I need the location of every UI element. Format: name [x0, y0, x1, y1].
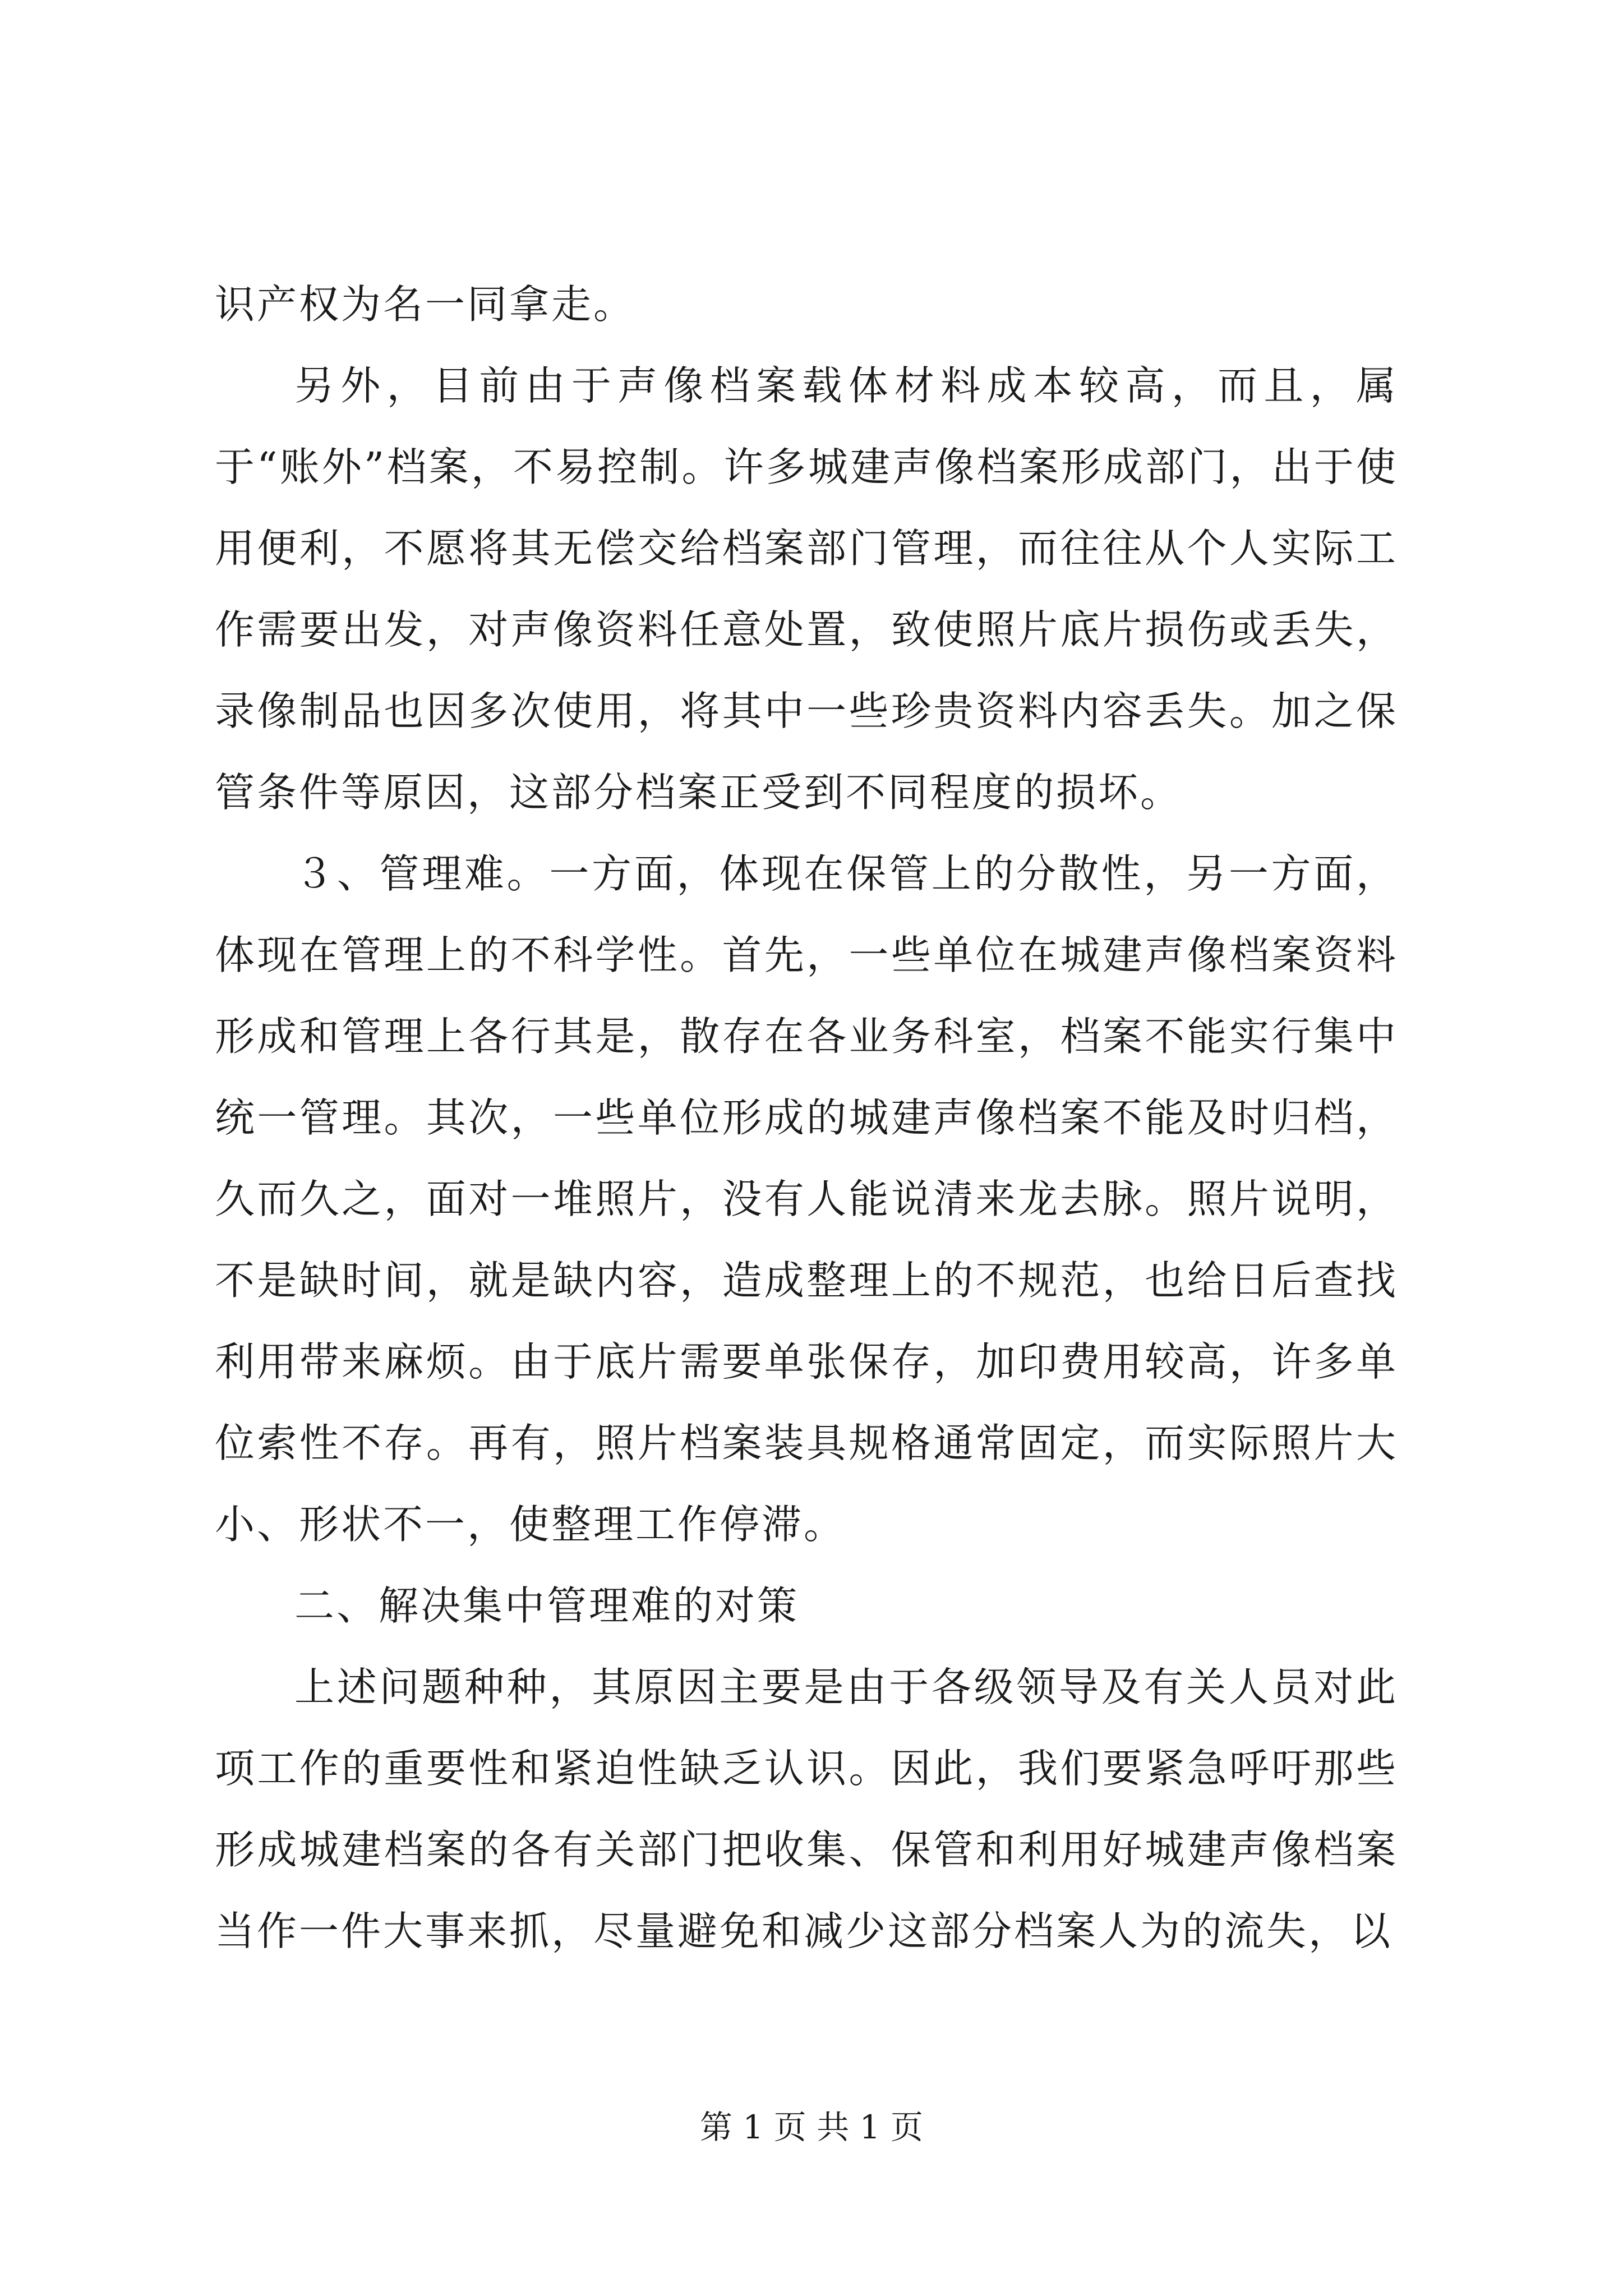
document-body: [215, 264, 1398, 1972]
paragraph-countermeasures: 上述问题种种，其原因主要是由于各级领导及有关人员对此项工作的重要性和紧迫性缺乏认识。因此，我们要紧急呼吁那些形成城建档案的各有关部门把收集、保管和利用好城建声像档案当作一件大事来抓，尽量避免和减少这部分档案人为的流失，以: [215, 1664, 1398, 1954]
paragraph-continuation: 识产权为名一同拿走。: [215, 281, 636, 328]
paragraph-management-difficulty: ３、管理难。一方面，体现在保管上的分散性，另一方面，体现在管理上的不科学性。首先，一些单位在城建声像档案资料形成和管理上各行其是，散存在各业务科室，档案不能实行集中统一管理。其次，一些单位形成的城建声像档案不能及时归档，久而久之，面对一堆照片，没有人能说清来龙去脉。照片说明，不是缺时间，就是缺内容，造成整理上的不规范，也给日后查找利用带来麻烦。由于底片需要单张保存，加印费用较高，许多单位索性不存。再有，照片档案装具规格通常固定，而实际照片大小、形状不一，使整理工作停滞。: [215, 850, 1398, 1548]
paragraph-archive-cost: 另外，目前由于声像档案载体材料成本较高，而且，属于“账外”档案，不易控制。许多城建声像档案形成部门，出于使用便利，不愿将其无偿交给档案部门管理，而往往从个人实际工作需要出发，对声像资料任意处置，致使照片底片损伤或丢失，录像制品也因多次使用，将其中一些珍贵资料内容丢失。加之保管条件等原因，这部分档案正受到不同程度的损坏。: [215, 362, 1398, 816]
page-number-footer: 第 1 页 共 1 页: [700, 2108, 923, 2146]
section-heading-countermeasures: 二、解决集中管理难的对策: [294, 1582, 800, 1629]
